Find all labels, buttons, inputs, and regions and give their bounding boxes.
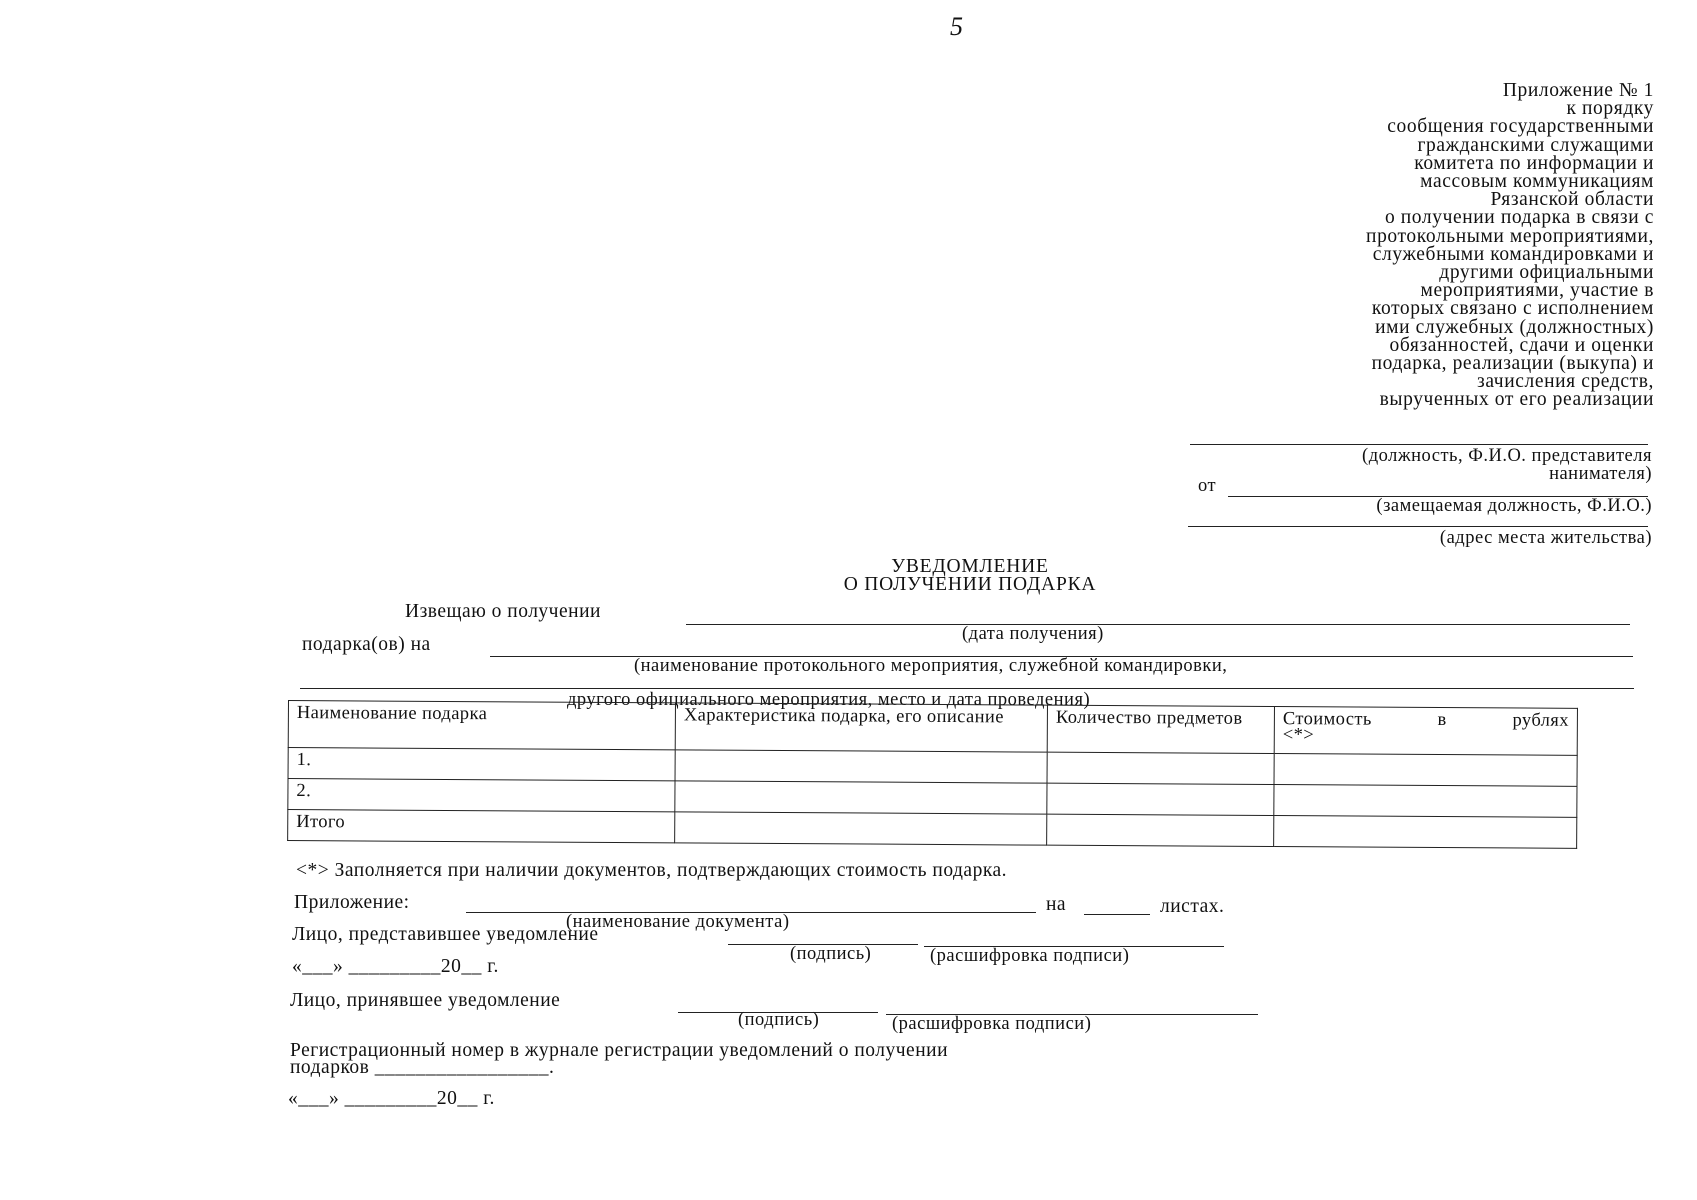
- address-hint: (адрес места жительства): [1439, 528, 1652, 548]
- receiver-decode-hint: (расшифровка подписи): [892, 1014, 1092, 1034]
- header-cost-main: [1283, 711, 1569, 729]
- header-quantity: Количество предметов: [1047, 705, 1274, 753]
- annex-line: мероприятиями, участие в: [1420, 280, 1654, 302]
- annex-line: ими служебных (должностных): [1375, 316, 1654, 338]
- annex-line: к порядку: [1566, 98, 1654, 120]
- event-hint-2: другого официального мероприятия, место и дата проведения): [567, 690, 1091, 710]
- submitter-date[interactable]: «___» _________20__ г.: [292, 956, 499, 977]
- attachment-sheets-line[interactable]: [1084, 914, 1150, 915]
- registration-line-1: Регистрационный номер в журнале регистрации уведомлений о получении: [290, 1040, 949, 1061]
- notify-label: Извещаю о получении: [405, 601, 601, 622]
- annex-line: вырученных от его реализации: [1379, 389, 1654, 411]
- header-cost-footnote-mark: <*>: [1282, 725, 1315, 746]
- table-cell[interactable]: [675, 750, 1047, 783]
- annex-line: гражданскими служащими: [1417, 134, 1654, 156]
- annex-line: обязанностей, сдачи и оценки: [1389, 334, 1654, 356]
- addressee-position-hint: нанимателя): [1549, 464, 1652, 484]
- receipt-date-line[interactable]: [686, 624, 1630, 625]
- event-line-2[interactable]: [300, 688, 1634, 689]
- row-label: Итого: [288, 810, 675, 843]
- annex-header: [1184, 82, 1654, 410]
- table-cell[interactable]: [1047, 783, 1274, 815]
- attachment-on-label: на: [1046, 894, 1067, 915]
- annex-line: массовым коммуникациям: [1420, 171, 1654, 193]
- registration-line-2[interactable]: подарков _________________.: [290, 1057, 555, 1078]
- title-line-1: УВЕДОМЛЕНИЕ: [891, 556, 1049, 577]
- annex-line: протокольными мероприятиями,: [1366, 225, 1654, 247]
- table-cell[interactable]: [1047, 814, 1274, 846]
- addressee-position-hint: (должность, Ф.И.О. представителя: [1362, 446, 1652, 466]
- receiver-sign-hint: (подпись): [738, 1010, 820, 1030]
- annex-line: подарка, реализации (выкупа) и: [1371, 353, 1654, 375]
- table-row-total: [288, 810, 1577, 849]
- receiver-label: Лицо, принявшее уведомление: [290, 990, 561, 1011]
- attachment-sheets-label: листах.: [1160, 896, 1225, 917]
- submitter-decode-hint: (расшифровка подписи): [930, 946, 1130, 966]
- submitter-label: Лицо, представившее уведомление: [292, 924, 599, 945]
- document-title: [700, 558, 1240, 594]
- from-label: от: [1198, 476, 1217, 496]
- gift-table: [287, 700, 1578, 849]
- attachment-label: Приложение:: [294, 892, 410, 913]
- header-gift-name: Наименование подарка: [288, 701, 675, 750]
- annex-line: которых связано с исполнением: [1371, 298, 1654, 320]
- gifts-on-label: подарка(ов) на: [302, 634, 431, 655]
- header-cost: [1274, 707, 1577, 756]
- annex-line: другими официальными: [1439, 262, 1654, 284]
- attachment-doc-hint: (наименование документа): [566, 912, 790, 932]
- table-cell[interactable]: [1274, 754, 1577, 787]
- table-cell[interactable]: [675, 812, 1047, 845]
- table-cell[interactable]: [1047, 752, 1274, 784]
- registration-date[interactable]: «___» _________20__ г.: [288, 1088, 495, 1109]
- receipt-date-hint: (дата получения): [962, 624, 1104, 644]
- header-gift-description: Характеристика подарка, его описание: [675, 703, 1047, 752]
- annex-line: служебными командировками и: [1372, 243, 1654, 265]
- header-cost-word: Стоимость: [1282, 709, 1372, 730]
- header-cost-word: в: [1437, 710, 1447, 731]
- header-cost-word: рублях: [1512, 710, 1569, 731]
- table-header-row: [288, 701, 1577, 756]
- row-label: 2.: [288, 779, 675, 812]
- annex-line: зачисления средств,: [1477, 371, 1654, 393]
- event-hint-1: (наименование протокольного мероприятия, служебной командировки,: [634, 656, 1228, 676]
- table-cell[interactable]: [1274, 816, 1577, 849]
- annex-line: Приложение № 1: [1502, 80, 1654, 101]
- address-line[interactable]: [1188, 526, 1648, 527]
- page-number: 5: [950, 12, 963, 41]
- addressee-position-line[interactable]: [1190, 444, 1648, 445]
- submitter-sign-hint: (подпись): [790, 944, 872, 964]
- table-cell[interactable]: [675, 781, 1047, 814]
- annex-line: Рязанской области: [1490, 189, 1654, 211]
- annex-line: сообщения государственными: [1387, 116, 1654, 138]
- row-label: 1.: [288, 748, 675, 781]
- sender-hint: (замещаемая должность, Ф.И.О.): [1376, 496, 1652, 516]
- table-cell[interactable]: [1274, 785, 1577, 818]
- annex-line: комитета по информации и: [1414, 152, 1654, 174]
- title-line-2: О ПОЛУЧЕНИИ ПОДАРКА: [843, 574, 1097, 595]
- annex-line: о получении подарка в связи с: [1384, 207, 1654, 229]
- footnote: <*> Заполняется при наличии документов, подтверждающих стоимость подарка.: [296, 860, 1008, 881]
